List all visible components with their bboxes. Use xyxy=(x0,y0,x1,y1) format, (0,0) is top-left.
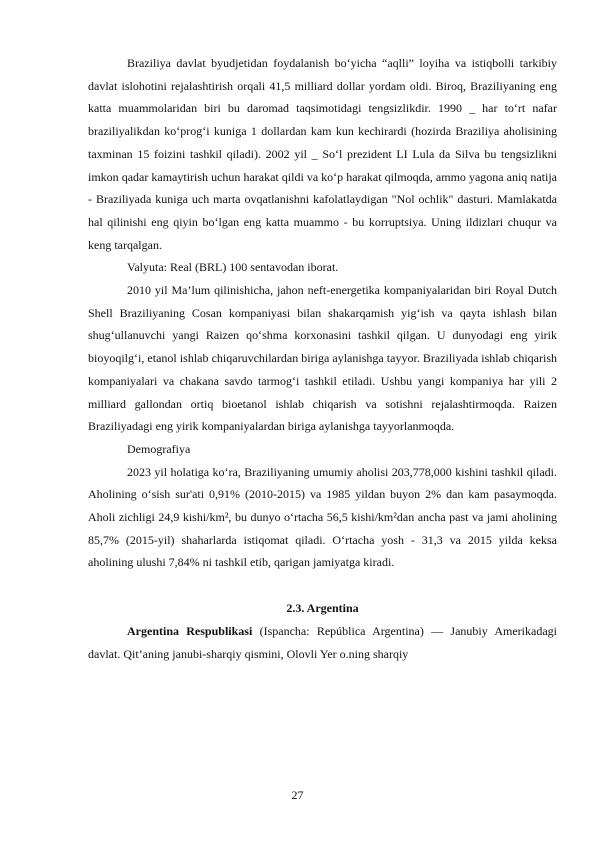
argentina-lead-text: (Ispancha: República Argentina) — Janubiy Amerikadagi davlat. Qit’aning janubi-sharqiy qismini, Olovli Yer o.ning sharqiy xyxy=(88,623,557,661)
paragraph-argentina-intro xyxy=(88,620,557,665)
argentina-lead-bold: Argentina Respublikasi xyxy=(127,623,253,638)
page-number: 27 xyxy=(291,788,304,802)
section-heading-argentina: 2.3. Argentina xyxy=(286,601,359,616)
paragraph-demography-title: Demografiya xyxy=(127,441,191,456)
paragraph-demography: 2023 yil holatiga ko‘ra, Braziliyaning umumiy aholisi 203,778,000 kishini tashkil qiladi. Aholining o‘sish sur'ati 0,91% (2010-2015) va 1985 yildan buyon 2% dan kam pasaymoqda. Aholi zichligi 24,9 kishi/km², bu dunyo o‘rtacha 56,5 kishi/km²dan ancha past va jami aholining 85,7% (2015-yil) shaharlarda istiqomat qiladi. O‘rtacha yosh - 31,3 va 2015 yilda keksa aholining ulushi 7,84% ni tashkil etib, qarigan jamiyatga kiradi. xyxy=(88,464,557,570)
paragraph-brazil-economy: Braziliya davlat byudjetidan foydalanish bo‘yicha “aqlli” loyiha va istiqbolli tarkibiy davlat islohotini rejalashtirish orqali 41,5 milliard dollar yordam oldi. Biroq, Braziliyaning eng katta muammolaridan biri bu daromad taqsimotidagi tengsizlikdir. 1990 _ har to‘rt nafar braziliyalikdan ko‘prog‘i kuniga 1 dollardan kam kun kechirardi (hozirda Braziliya aholisining taxminan 15 foizini tashkil qiladi). 2002 yil _ So‘l prezident LI Lula da Silva bu tengsizlikni imkon qadar kamaytirish uchun harakat qildi va ko‘p harakat qilmoqda, ammo yagona aniq natija - Braziliyada kuniga uch marta ovqatlanishni kafolatlaydigan "Nol ochlik" dasturi. Mamlakatda hal qilinishi eng qiyin bo‘lgan eng katta muammo - bu korruptsiya. Uning ildizlari chuqur va keng tarqalgan. xyxy=(88,56,557,252)
document-page xyxy=(88,52,557,665)
paragraph-raizen: 2010 yil Ma’lum qilinishicha, jahon neft-energetika kompaniyalaridan biri Royal Dutch Shell Braziliyaning Cosan kompaniyasi bilan shakarqamish yig‘ish va qayta ishlash bilan shug‘ullanuvchi yangi Raizen qo‘shma korxonasini tashkil qilgan. U dunyodagi eng yirik bioyoqilg‘i, etanol ishlab chiqaruvchilardan biriga aylanishga tayyor. Braziliyada ishlab chiqarish kompaniyalari va chakana savdo tarmog‘i tashkil etiladi. Ushbu yangi kompaniya har yili 2 milliard gallondan ortiq bioetanol ishlab chiqarish va sotishni rejalashtirmoqda. Raizen Braziliyadagi eng yirik kompaniyalardan biriga aylanishga tayyorlanmoqda. xyxy=(88,283,557,434)
paragraph-currency: Valyuta: Real (BRL) 100 sentavodan iborat. xyxy=(127,260,339,275)
